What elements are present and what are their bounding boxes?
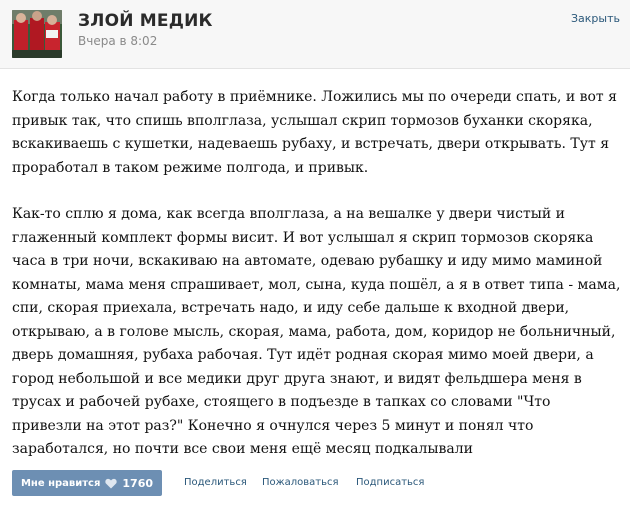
post-text: [12, 86, 622, 485]
avatar[interactable]: [12, 10, 62, 58]
like-button[interactable]: [12, 470, 162, 496]
post-timestamp[interactable]: Вчера в 8:02: [78, 34, 158, 48]
subscribe-link[interactable]: Подписаться: [356, 477, 425, 488]
post-actions: [12, 470, 622, 496]
like-count: 1760: [122, 476, 154, 490]
post-header: [0, 0, 630, 69]
close-link[interactable]: Закрыть: [571, 12, 620, 25]
like-label: Мне нравится: [20, 477, 101, 489]
share-link[interactable]: Поделиться: [184, 477, 247, 488]
report-link[interactable]: Пожаловаться: [262, 477, 339, 488]
post-paragraph: Когда только начал работу в приёмнике. Ложились мы по очереди спать, и вот я привык так, что спишь вполглаза, услышал скрип тормозов буханки скоряка, вскакиваешь с кушетки, надеваешь рубаху, и встречать, двери открывать. Тут я проработал в таком режиме полгода, и привык.: [12, 89, 617, 176]
page-title[interactable]: ЗЛОЙ МЕДИК: [78, 11, 213, 31]
heart-icon: [105, 478, 117, 489]
post-paragraph: Как-то сплю я дома, как всегда вполглаза, а на вешалке у двери чистый и глаженный комплект формы висит. И вот услышал я скрип тормозов скоряка часа в три ночи, вскакиваю на автомате, одеваю рубашку и иду мимо маминой комнаты, мама меня спрашивает, мол, сына, куда пошёл, а я в ответ типа - мама, спи, скорая приехала, встречать надо, и иду себе дальше к входной двери, открываю, а в голове мысль, скорая, мама, работа, дом, коридор не больничный, дверь домашняя, рубаха рабочая. Тут идёт родная скорая мимо моей двери, а город небольшой и все медики друг друга знают, и видят фельдшера меня в трусах и рабочей рубахе, стоящего в подъезде в тапках со словами "Что привезли на этот раз?" Конечно я очнулся через 5 минут и понял что заработался, но почти все свои меня ещё месяц подкалывали: [12, 206, 621, 457]
